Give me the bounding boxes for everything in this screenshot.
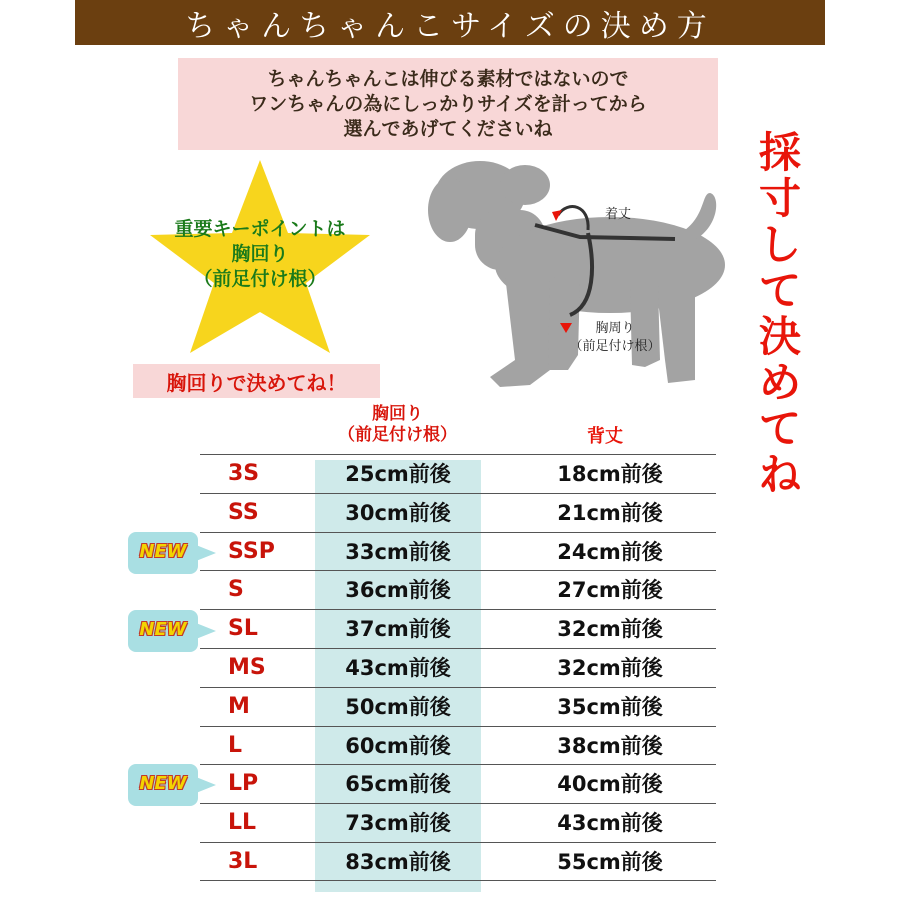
chest-value: 33cm前後 — [345, 539, 451, 564]
chest-value: 73cm前後 — [345, 811, 451, 836]
back-value: 55cm前後 — [557, 849, 663, 874]
size-label: LP — [228, 771, 259, 797]
new-badge-lp — [128, 764, 220, 806]
dog-diagram — [420, 155, 740, 400]
size-label: S — [228, 577, 244, 603]
new-badge-text: NEW — [139, 619, 187, 640]
chest-value: 83cm前後 — [345, 849, 451, 874]
size-label: L — [228, 732, 243, 758]
size-label: SSP — [228, 538, 275, 564]
chest-value: 65cm前後 — [345, 772, 451, 797]
chest-girth-label-1: 胸周り — [595, 321, 635, 336]
table-row — [200, 454, 716, 493]
back-value: 43cm前後 — [557, 811, 663, 836]
table-row — [200, 842, 716, 881]
back-value: 32cm前後 — [557, 617, 663, 642]
chest-value: 50cm前後 — [345, 694, 451, 719]
back-value: 38cm前後 — [557, 733, 663, 758]
notice-line-2: ワンちゃんの為にしっかりサイズを計ってから — [249, 92, 647, 115]
back-value: 35cm前後 — [557, 694, 663, 719]
keypoint-text — [140, 217, 380, 292]
back-value: 40cm前後 — [557, 772, 663, 797]
back-value: 18cm前後 — [557, 462, 663, 486]
page-title: ちゃんちゃんこサイズの決め方 — [75, 0, 825, 45]
size-label: MS — [228, 654, 266, 680]
new-badge-ssp — [128, 532, 220, 574]
chest-header-line-2: （前足付け根） — [338, 425, 457, 445]
chest-value: 60cm前後 — [345, 733, 451, 758]
new-badge-text: NEW — [139, 541, 187, 562]
table-row — [200, 687, 716, 726]
size-label: 3L — [228, 848, 258, 874]
keypoint-line-3: （前足付け根） — [193, 268, 327, 290]
chest-value: 37cm前後 — [345, 617, 451, 642]
new-badge-text: NEW — [139, 773, 187, 794]
back-value: 32cm前後 — [557, 655, 663, 680]
chest-header-line-1: 胸回り — [372, 404, 423, 424]
back-value: 24cm前後 — [557, 539, 663, 564]
notice-line-3: 選んであげてくださいね — [343, 117, 553, 140]
back-value: 27cm前後 — [557, 578, 663, 603]
size-label: SS — [228, 499, 259, 525]
size-label: SL — [228, 616, 258, 642]
table-row — [200, 648, 716, 687]
keypoint-star — [140, 155, 380, 355]
size-label: LL — [228, 810, 257, 836]
back-length-column-header: 背丈 — [587, 426, 623, 447]
keypoint-line-1: 重要キーポイントは — [174, 218, 346, 240]
chest-value: 36cm前後 — [345, 578, 451, 603]
table-row — [200, 726, 716, 765]
chest-value: 25cm前後 — [345, 462, 451, 486]
decide-by-chest-label: 胸回りで決めてね！ — [133, 364, 380, 398]
table-row — [200, 764, 716, 803]
notice-line-1: ちゃんちゃんこは伸びる素材ではないので — [267, 67, 629, 90]
notice-box — [178, 58, 718, 150]
chest-column-header — [315, 404, 480, 446]
new-badge-sl — [128, 610, 220, 652]
table-row — [200, 609, 716, 648]
table-row — [200, 532, 716, 571]
table-row — [200, 570, 716, 609]
dog-silhouette-icon — [420, 155, 740, 400]
back-value: 21cm前後 — [557, 500, 663, 525]
length-label: 着丈 — [605, 207, 632, 222]
measure-instruction: 採寸して決めてね — [758, 128, 801, 499]
size-label: 3S — [228, 461, 260, 486]
chest-value: 30cm前後 — [345, 500, 451, 525]
size-label: M — [228, 693, 250, 719]
keypoint-line-2: 胸回り — [231, 243, 289, 265]
chest-value: 43cm前後 — [345, 655, 451, 680]
chest-girth-label-2: （前足付け根） — [569, 339, 661, 354]
table-row — [200, 803, 716, 842]
chest-girth-label — [560, 320, 670, 356]
table-row — [200, 493, 716, 532]
size-table — [200, 454, 716, 881]
